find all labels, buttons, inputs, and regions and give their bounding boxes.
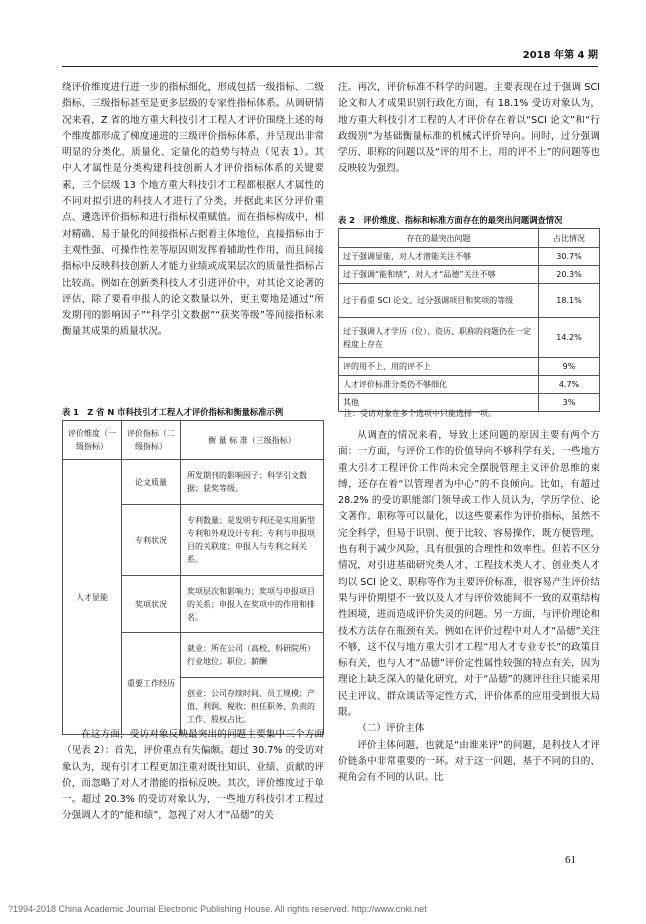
table-header-cell: 占比情况 [539, 229, 600, 248]
table-row [339, 284, 600, 318]
section-heading: （二）评价主体 [357, 723, 425, 735]
table-header-row [63, 421, 324, 460]
left-column-bottom [62, 727, 324, 825]
table-row [339, 266, 600, 284]
issue-cell: 过于强调“能和绩”，对人才“品德”关注不够 [339, 266, 539, 284]
standard-cell: 所发期刊的影响因子；科学引文数据；获奖等级。 [181, 460, 324, 505]
table1-caption: 表 1 Z 省 N 市科技引才工程人才评价指标和衡量标准示例 [62, 407, 284, 417]
pct-cell: 18.1% [539, 284, 600, 318]
pct-cell: 20.3% [539, 266, 600, 284]
table2 [338, 228, 600, 412]
indicator-cell: 专利状况 [122, 505, 181, 576]
issue-header: 2018 年第 4 期 [522, 50, 598, 61]
issue-cell: 人才评价标准分类仍不够细化 [339, 376, 539, 394]
issue-cell: 评的用不上、用的评不上 [339, 358, 539, 376]
right-column-bottom [338, 428, 600, 787]
body-paragraph: 绕评价维度进行进一步的指标细化，形成包括一级指标、二级指标、三级指标甚至是更多层级的专家性指标体系。从调研情况来看，Z 省的地方重大科技引才工程人才评价围绕上述的每个维度都形成了梯度递进的三级评价指标体系，并呈现出非常明显的分类化、质量化、定量化的趋势与特点（见表 1）。其中人才属性是分类构建科技创新人才评价指标体系的关键要素，三个层级 13 个地方重大科技引才工程都根据人才属性的不同对拟引进的科技人才进行了分类，并据此来区分评价重点、遴选评价指标和进行指标权重赋值。而在指标构成中，相对精确、易于量化的间接指标占据着主体地位，直接指标由于主观性强、可操作性差等原因则发挥着辅助性作用，而且间接指标中反映科技创新人才能力业绩或成果层次的质量性指标占比较高。例如在创新类科技人才引进评价中，对其论文论著的评估，除了要看申报人的论文数量以外，更主要地是通过“所发期刊的影响因子”“科学引文数据”“获奖等级”等间接指标来衡量其成果的质量状况。 [62, 82, 324, 338]
indicator-cell: 奖项状况 [122, 576, 181, 633]
table-row [63, 460, 324, 505]
table-header-cell: 评价维度（一级指标） [63, 421, 122, 460]
pct-cell: 4.7% [539, 376, 600, 394]
body-paragraph: 评价主体问题，也就是“由谁来评”的问题，是科技人才评价链条中非常重要的一环。对于这一问题，基于不同的目的、视角会有不同的认识。比 [338, 739, 600, 784]
issue-cell: 过于强调人才学历（位）、资历、职称的问题仍在一定程度上存在 [339, 318, 539, 358]
table2-note: 注：受访对象在多个选项中只能选择一项。 [344, 409, 496, 418]
issue-cell: 其他 [339, 394, 539, 412]
table-row [339, 376, 600, 394]
issue-cell: 过于看重 SCI 论文、过分强调项目和奖项的等级 [339, 284, 539, 318]
left-column-top [62, 80, 324, 341]
table1 [62, 420, 324, 735]
table-header-cell: 衡 量 标 准（三级指标） [181, 421, 324, 460]
pct-cell: 14.2% [539, 318, 600, 358]
pct-cell: 9% [539, 358, 600, 376]
dimension-cell: 人才显能 [63, 460, 122, 735]
standard-cell: 创业：公司存续时间、员工规模；产值、利润、税收；担任职务、负责的工作、股权占比。 [181, 678, 324, 735]
copyright-footer: ?1994-2018 China Academic Journal Electronic Publishing House. All rights reserved. http://www.cnki.net [8, 904, 427, 914]
table-header-cell: 评价指标（二级指标） [122, 421, 181, 460]
table-row [339, 248, 600, 266]
indicator-cell: 重要工作经历 [122, 633, 181, 735]
table-row [339, 358, 600, 376]
body-paragraph: 在这方面，受访对象反映最突出的问题主要集中三个方面（见表 2）：首先，评价重点有失偏颇。超过 30.7% 的受访对象认为，现有引才工程更加注重对既往知识、业绩、贡献的评价，而忽略了对人才潜能的指标反映。其次，评价维度过于单一。超过 20.3% 的受访对象认为，一些地方科技引才工程过分强调人才的“能和绩”，忽视了对人才“品德”的关 [62, 729, 324, 822]
header-rule [62, 66, 598, 67]
table-row [339, 318, 600, 358]
standard-cell: 专利数量；是发明专利还是实用新型专利和外观设计专利；专利与申报项目的关联度；申报人与专利之间关系。 [181, 505, 324, 576]
table-header-cell: 存在的最突出问题 [339, 229, 539, 248]
pct-cell: 3% [539, 394, 600, 412]
issue-cell: 过于强调显能，对人才潜能关注不够 [339, 248, 539, 266]
standard-cell: 奖项层次和影响力；奖项与申报项目的关系；申报人在奖项中的作用和排名。 [181, 576, 324, 633]
body-paragraph: 从调查的情况来看，导致上述问题的原因主要有两个方面：一方面，与评价工作的价值导向不够科学有关，一些地方重大引才工程评价工作尚未完全摆脱管理主义评价思维的束缚，还存在着“以管理者为中心”的不良倾向。比如，有超过 28.2% 的受访职能部门领导或工作人员认为，学历学位、论文著作、职称等可以量化，以这些要素作为评价指标，虽然不完全科学，但易于识别、便于比较、容易操作，既方便管理，也有利于减少风险，具有很强的合理性和效率性。但若不区分情况，对引进基础研究类人才、工程技术类人才、创业类人才均以 SCI 论文、职称等作为主要评价标准，很容易产生评价结果与评价期望不一致以及人才与评价效能间不一致的双重结构性困境，进而造成评价失灵的问题。另一方面，与评价理论和技术方法存在瓶颈有关。例如在评价过程中对人才“品德”关注不够，这不仅与地方重大引才工程“用人才专业专长”的政策目标有关，也与人才“品德”评价定性属性较强的特点有关，因为理论上缺乏深入的量化研究，对于“品德”的测评往往只能采用民主评议、群众谈话等定性方式，评价体系的应用受到很大局限。 [338, 430, 600, 719]
body-paragraph: 注。再次，评价标准不科学的问题。主要表现在过于强调 SCI 论文和人才成果识别行政化方面，有 18.1% 受访对象认为，地方重大科技引才工程的人才评价存在着以“SCI 论文”和“行政级别”为基础衡量标准的机械式评价导向。同时，过分强调学历、职称的问题以及“评的用不上、用的评不上”的问题等也反映较为强烈。 [338, 82, 600, 175]
table-header-row [339, 229, 600, 248]
right-column-top [338, 80, 600, 178]
indicator-cell: 论文质量 [122, 460, 181, 505]
page-number: 61 [565, 854, 576, 866]
table2-caption: 表 2 评价维度、指标和标准方面存在的最突出问题调查情况 [338, 215, 563, 225]
pct-cell: 30.7% [539, 248, 600, 266]
standard-cell: 就业：所在公司（高校、科研院所）行业地位；职位；薪酬 [181, 633, 324, 678]
